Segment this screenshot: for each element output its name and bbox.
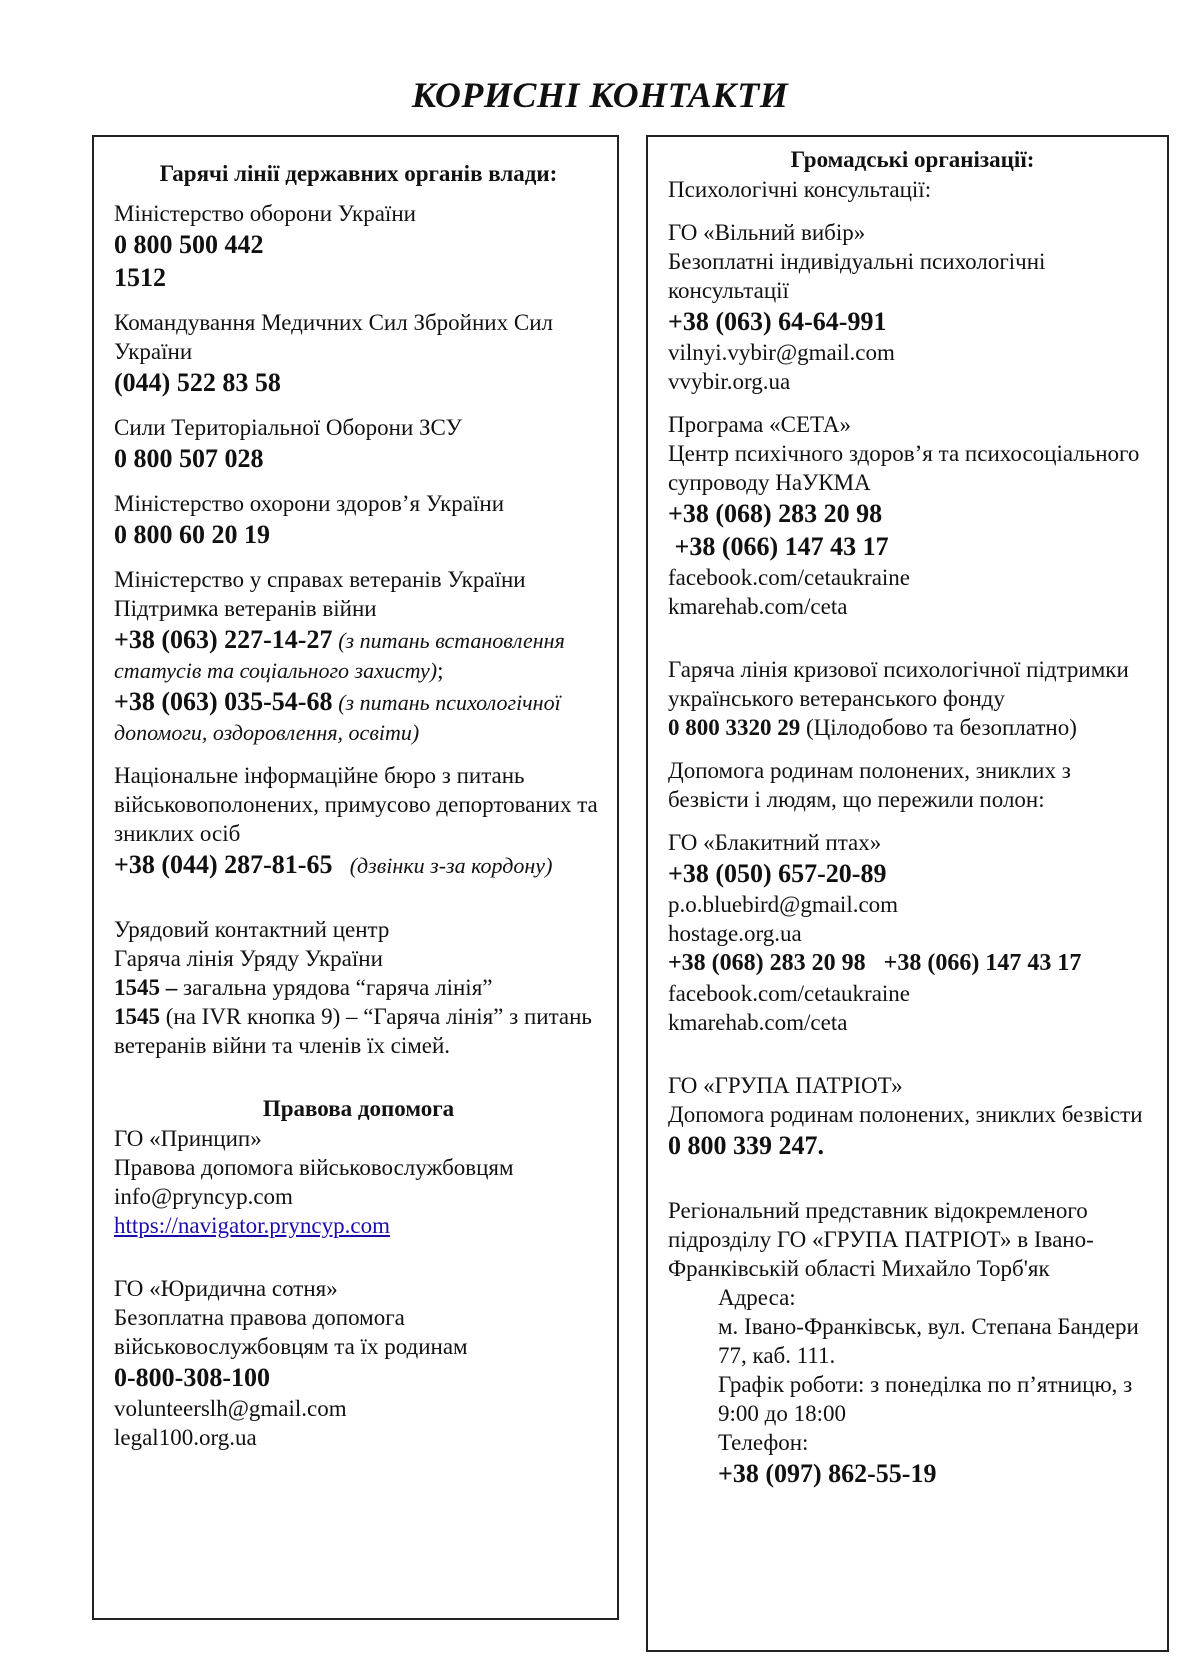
org-name: Міністерство охорони здоров’я України <box>114 491 505 516</box>
contact-territorial-defence <box>114 413 603 475</box>
facebook-page: facebook.com/cetaukraine <box>668 565 911 590</box>
page-title: КОРИСНІ КОНТАКТИ <box>411 75 789 115</box>
contact-ministry-of-veterans <box>114 565 603 747</box>
contact-pryncyp <box>114 1124 603 1240</box>
legal-help-heading: Правова допомога <box>262 1096 455 1121</box>
government-hotlines-box <box>92 135 619 1620</box>
email: vilnyi.vybir@gmail.com <box>668 340 895 365</box>
website: kmarehab.com/ceta <box>668 1010 848 1035</box>
phone-number: +38 (050) 657-20-89 <box>668 859 887 888</box>
phone-note: (Цілодобово та безоплатно) <box>800 715 1077 740</box>
contact-vilnyi-vybir <box>668 218 1157 396</box>
org-name: ГО «Юридична сотня» <box>114 1276 338 1301</box>
phone-number: +38 (063) 227-14-27 <box>114 625 333 654</box>
org-name: Міністерство оборони України <box>114 201 416 226</box>
website: vvybir.org.ua <box>668 369 791 394</box>
contact-group-patriot <box>668 1071 1157 1162</box>
email: info@pryncyp.com <box>114 1184 293 1209</box>
contact-legal-hundred <box>114 1274 603 1452</box>
org-name: Командування Медичних Сил Збройних Сил України <box>114 310 553 364</box>
separator: ; <box>437 658 444 683</box>
website: kmarehab.com/ceta <box>668 594 848 619</box>
representative-description: Регіональний представник відокремленого підрозділу ГО «ГРУПА ПАТРІОТ» в Івано-Франківській області Михайло Торб'як <box>668 1198 1094 1281</box>
phone-number: 0 800 500 442 <box>114 230 264 259</box>
phone-number: (044) 522 83 58 <box>114 368 281 397</box>
org-name: ГО «Принцип» <box>114 1126 262 1151</box>
contact-ceta <box>668 410 1157 621</box>
org-name: ГО «Вільний вибір» <box>668 220 866 245</box>
org-description: Безоплатна правова допомога військовослужбовцям та їх родинам <box>114 1305 468 1359</box>
contact-regional-representative <box>668 1196 1157 1490</box>
phone-number: +38 (066) 147 43 17 <box>668 532 889 561</box>
phone-numbers: +38 (068) 283 20 98 +38 (066) 147 43 17 <box>668 950 1082 976</box>
org-name: Національне інформаційне бюро з питань військовополонених, примусово депортованих та зниклих осіб <box>114 763 598 846</box>
org-subtitle: Гаряча лінія Уряду України <box>114 946 383 971</box>
address: м. Івано-Франківськ, вул. Степана Бандери 77, каб. 111. <box>718 1314 1139 1368</box>
phone-number: +38 (063) 64-64-991 <box>668 307 887 336</box>
org-subtitle: Підтримка ветеранів війни <box>114 596 377 621</box>
org-name: Урядовий контактний центр <box>114 917 390 942</box>
contact-ministry-of-defence <box>114 199 603 294</box>
org-description: Допомога родинам полонених, зниклих безвісти <box>668 1102 1143 1127</box>
phone-number: 0 800 339 247. <box>668 1131 824 1160</box>
hotline-number: 1545 – <box>114 975 178 1000</box>
phone-number: +38 (044) 287-81-65 <box>114 850 333 879</box>
hotline-number: 1545 <box>114 1004 160 1029</box>
phone-note: (з питань встановлення статусів та соціального захисту) <box>114 628 565 683</box>
phone-note: (дзвінки з-за кордону) <box>349 853 553 878</box>
org-name: ГО «ГРУПА ПАТРІОТ» <box>668 1073 903 1098</box>
contact-bluebird <box>668 828 1157 1037</box>
psych-consultations-label: Психологічні консультації: <box>668 177 932 202</box>
website: legal100.org.ua <box>114 1425 257 1450</box>
phone-number: +38 (068) 283 20 98 <box>668 499 883 528</box>
org-description: Правова допомога військовослужбовцям <box>114 1155 514 1180</box>
hotline-description: (на IVR кнопка 9) – “Гаряча лінія” з питань ветеранів війни та членів їх сімей. <box>114 1004 592 1058</box>
contact-information-bureau <box>114 761 603 881</box>
working-hours: Графік роботи: з понеділка по п’ятницю, з 9:00 до 18:00 <box>718 1372 1133 1426</box>
org-description: Центр психічного здоров’я та психосоціального супроводу НаУКМА <box>668 441 1140 495</box>
org-name: ГО «Блакитний птах» <box>668 830 882 855</box>
contact-medical-forces <box>114 308 603 399</box>
org-description: Безоплатні індивідуальні психологічні консультації <box>668 249 1046 303</box>
hotline-description: загальна урядова “гаряча лінія” <box>177 975 493 1000</box>
public-organizations-heading: Громадські організації: <box>790 147 1035 172</box>
org-name: Програма «СЕТА» <box>668 412 852 437</box>
contact-crisis-hotline <box>668 655 1157 742</box>
email: volunteerslh@gmail.com <box>114 1396 347 1421</box>
public-organizations-box <box>646 135 1169 1652</box>
org-name: Міністерство у справах ветеранів України <box>114 567 526 592</box>
address-label: Адреса: <box>718 1285 796 1310</box>
phone-number: +38 (063) 035-54-68 <box>114 687 333 716</box>
contact-government-center <box>114 915 603 1060</box>
org-name: Гаряча лінія кризової психологічної підтримки українського ветеранського фонду <box>668 657 1129 711</box>
phone-note: (з питань психологічної допомоги, оздоровлення, освіти) <box>114 690 561 745</box>
phone-label: Телефон: <box>718 1430 809 1455</box>
captives-help-label: Допомога родинам полонених, зниклих з безвісти і людям, що пережили полон: <box>668 758 1071 812</box>
government-hotlines-heading: Гарячі лінії державних органів влади: <box>159 161 558 186</box>
phone-number: +38 (097) 862-55-19 <box>718 1459 937 1488</box>
facebook-page: facebook.com/cetaukraine <box>668 981 911 1006</box>
phone-number: 0 800 3320 29 <box>668 715 801 740</box>
phone-number: 0 800 60 20 19 <box>114 520 270 549</box>
short-number: 1512 <box>114 263 166 292</box>
phone-number: 0 800 507 028 <box>114 444 264 473</box>
contact-ministry-of-health <box>114 489 603 551</box>
navigator-link[interactable]: https://navigator.pryncyp.com <box>114 1213 390 1238</box>
website: hostage.org.ua <box>668 921 802 946</box>
phone-number: 0-800-308-100 <box>114 1363 270 1392</box>
org-name: Сили Територіальної Оборони ЗСУ <box>114 415 462 440</box>
email: p.o.bluebird@gmail.com <box>668 892 899 917</box>
